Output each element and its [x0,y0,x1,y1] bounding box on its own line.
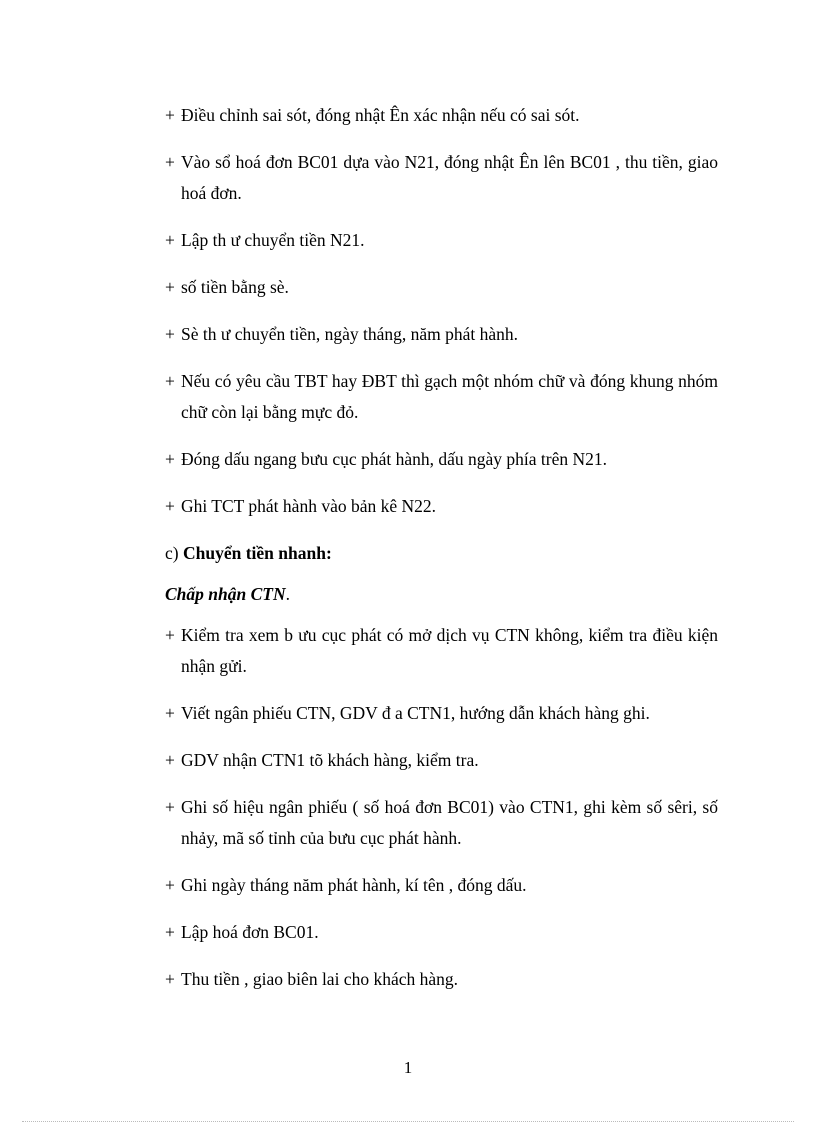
bullet-mark: + [165,277,175,297]
bullet-mark: + [165,324,175,344]
subheading [165,579,718,610]
list-item-text: Đóng dấu ngang bưu cục phát hành, dấu ngày phía trên N21. [181,449,607,469]
section-heading [165,538,718,569]
bullet-mark: + [165,625,175,645]
list-item-text: Kiểm tra xem b ưu cục phát có mở dịch vụ CTN không, kiểm tra điều kiện nhận gửi. [181,625,718,676]
list-item [165,147,718,209]
list-item [165,491,718,522]
section-one-list [165,100,718,522]
bullet-mark: + [165,703,175,723]
list-item-text: Lập hoá đơn BC01. [181,922,319,942]
list-item-text: Lập th ư chuyển tiền N21. [181,230,365,250]
list-item-text: Ghi TCT phát hành vào bản kê N22. [181,496,437,516]
list-item [165,792,718,854]
list-item [165,964,718,995]
subheading-suffix: . [285,584,290,604]
bullet-mark: + [165,969,175,989]
bullet-mark: + [165,449,175,469]
list-item [165,272,718,303]
list-item [165,225,718,256]
page-bottom-rule [22,1121,794,1122]
list-item [165,745,718,776]
page-content [165,100,718,1011]
list-item-text: số tiền bằng sè. [181,277,289,297]
list-item-text: Ghi số hiệu ngân phiếu ( số hoá đơn BC01) vào CTN1, ghi kèm số sêri, số nhảy, mã số tỉnh của bưu cục phát hành. [181,797,718,848]
list-item [165,444,718,475]
list-item [165,917,718,948]
bullet-mark: + [165,371,175,391]
bullet-mark: + [165,152,175,172]
list-item [165,319,718,350]
list-item-text: Viết ngân phiếu CTN, GDV đ a CTN1, hướng dẫn khách hàng ghi. [181,703,650,723]
bullet-mark: + [165,922,175,942]
list-item-text: Ghi ngày tháng năm phát hành, kí tên , đóng dấu. [181,875,527,895]
list-item-text: Sè th ư chuyển tiền, ngày tháng, năm phát hành. [181,324,519,344]
list-item [165,100,718,131]
list-item [165,698,718,729]
bullet-mark: + [165,230,175,250]
section-heading-prefix: c) [165,543,183,563]
bullet-mark: + [165,875,175,895]
subheading-title: Chấp nhận CTN [165,584,286,604]
list-item-text: Vào sổ hoá đơn BC01 dựa vào N21, đóng nhật Ên lên BC01 , thu tiền, giao hoá đơn. [181,152,718,203]
list-item [165,620,718,682]
bullet-mark: + [165,105,175,125]
list-item [165,870,718,901]
list-item-text: GDV nhận CTN1 tõ khách hàng, kiểm tra. [181,750,479,770]
section-heading-title: Chuyển tiền nhanh: [182,543,332,563]
bullet-mark: + [165,797,175,817]
list-item-text: Thu tiền , giao biên lai cho khách hàng. [181,969,459,989]
section-two-list [165,620,718,995]
bullet-mark: + [165,750,175,770]
list-item [165,366,718,428]
page-number: 1 [403,1058,413,1077]
bullet-mark: + [165,496,175,516]
list-item-text: Điều chỉnh sai sót, đóng nhật Ên xác nhận nếu có sai sót. [181,105,580,125]
list-item-text: Nếu có yêu cầu TBT hay ĐBT thì gạch một nhóm chữ và đóng khung nhóm chữ còn lại bằng mực đỏ. [181,371,718,422]
